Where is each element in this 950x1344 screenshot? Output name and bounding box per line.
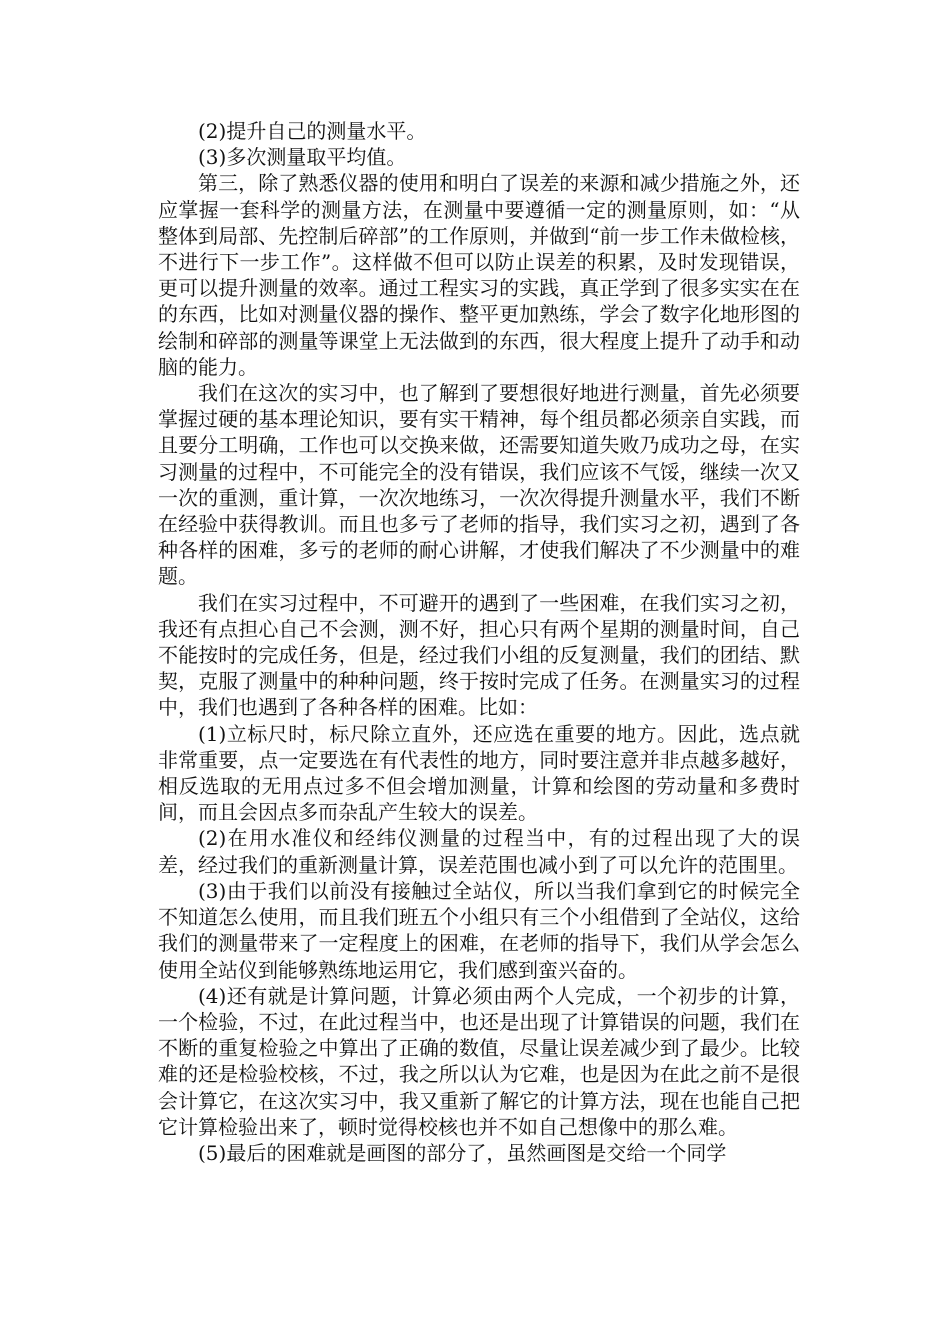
difficulty-item-2: (2)在用水准仪和经纬仪测量的过程当中，有的过程出现了大的误差，经过我们的重新测量计算，误差范围也减小到了可以允许的范围里。 xyxy=(158,826,800,877)
paragraph-difficulties-intro: 我们在实习过程中，不可避开的遇到了一些困难，在我们实习之初，我还有点担心自己不会测，测不好，担心只有两个星期的测量时间，自己不能按时的完成任务，但是，经过我们小组的反复测量，我们的团结、默契，克服了测量中的种种问题，终于按时完成了任务。在测量实习的过程中，我们也遇到了各种各样的困难。比如： xyxy=(158,590,800,720)
difficulty-item-4: (4)还有就是计算问题，计算必须由两个人完成，一个初步的计算，一个检验，不过，在此过程当中，也还是出现了计算错误的问题，我们在不断的重复检验之中算出了正确的数值，尽量让误差减少到了最少。比较难的还是检验校核，不过，我之所以认为它难，也是因为在此之前不是很会计算它，在这次实习中，我又重新了解它的计算方法，现在也能自己把它计算检验出来了，顿时觉得校核也并不如自己想像中的那么难。 xyxy=(158,983,800,1139)
list-item-2: (2)提升自己的测量水平。 xyxy=(198,119,427,143)
list-item-3: (3)多次测量取平均值。 xyxy=(198,145,407,170)
difficulty-item-1: (1)立标尺时，标尺除立直外，还应选在重要的地方。因此，选点就非常重要，点一定要选在有代表性的地方，同时要注意并非点越多越好，相反选取的无用点过多不但会增加测量，计算和绘图的劳动量和多费时间，而且会因点多而杂乱产生较大的误差。 xyxy=(158,721,800,825)
difficulty-item-5: (5)最后的困难就是画图的部分了，虽然画图是交给一个同学 xyxy=(198,1140,727,1165)
paragraph-third-method: 第三，除了熟悉仪器的使用和明白了误差的来源和减少措施之外，还应掌握一套科学的测量方法，在测量中要遵循一定的测量原则，如：“从整体到局部、先控制后碎部”的工作原则，并做到“前一步工作未做检核，不进行下一步工作”。这样做不但可以防止误差的积累，及时发现错误，更可以提升测量的效率。通过工程实习的实践，真正学到了很多实实在在的东西，比如对测量仪器的操作、整平更加熟练，学会了数字化地形图的绘制和碎部的测量等课堂上无法做到的东西，很大程度上提升了动手和动脑的能力。 xyxy=(158,171,800,379)
difficulty-item-3: (3)由于我们以前没有接触过全站仪，所以当我们拿到它的时候完全不知道怎么使用，而且我们班五个小组只有三个小组借到了全站仪，这给我们的测量带来了一定程度上的困难，在老师的指导下，我们从学会怎么使用全站仪到能够熟练地运用它，我们感到蛮兴奋的。 xyxy=(158,878,800,982)
document-body xyxy=(158,118,800,1166)
paragraph-lessons-learned: 我们在这次的实习中，也了解到了要想很好地进行测量，首先必须要掌握过硬的基本理论知识，要有实干精神，每个组员都必须亲自实践，而且要分工明确，工作也可以交换来做，还需要知道失败乃成功之母，在实习测量的过程中，不可能完全的没有错误，我们应该不气馁，继续一次又一次的重测，重计算，一次次地练习，一次次得提升测量水平，我们不断在经验中获得教训。而且也多亏了老师的指导，我们实习之初，遇到了各种各样的困难，多亏的老师的耐心讲解，才使我们解决了不少测量中的难题。 xyxy=(158,381,800,589)
